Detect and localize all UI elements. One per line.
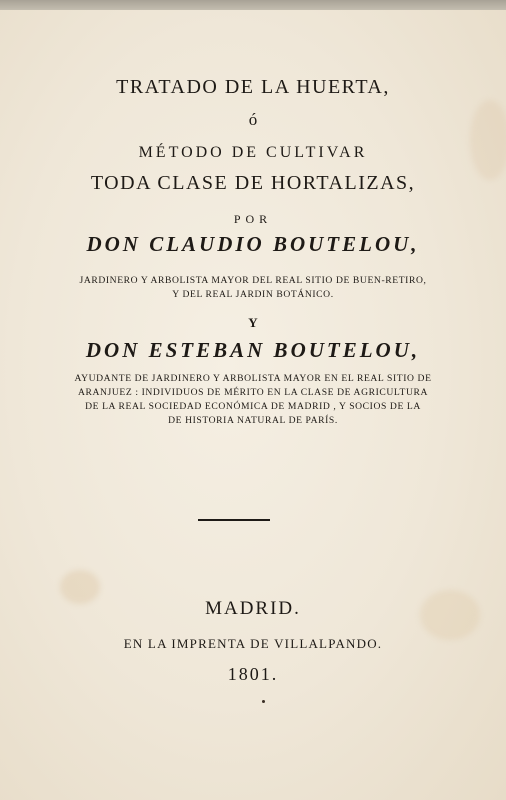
author-1-name: DON CLAUDIO BOUTELOU, [86,232,420,256]
author-2-name: DON ESTEBAN BOUTELOU, [85,338,421,362]
imprint-year: 1801. [227,664,279,684]
by-label: POR [233,212,273,226]
divider-rule [198,519,270,521]
author-2-description: DE LA REAL SOCIEDAD ECONÓMICA DE MADRID , Y SOCIOS DE LA [85,401,421,412]
author-1-description: JARDINERO Y ARBOLISTA MAYOR DEL REAL SITIO DE BUEN-RETIRO, [79,275,427,286]
imprint-place: MADRID. [205,598,301,619]
title-line-3: TODA CLASE DE HORTALIZAS, [90,172,416,194]
author-2-description: ARANJUEZ : INDIVIDUOS DE MÉRITO EN LA CLASE DE AGRICULTURA [77,387,429,398]
imprint-printer: EN LA IMPRENTA DE VILLALPANDO. [123,636,383,651]
title-conjunction: ó [248,110,258,129]
ornament-dot [262,700,265,703]
title-line-1: TRATADO DE LA HUERTA, [116,76,390,98]
authors-conjunction: Y [248,315,258,330]
author-2-description: AYUDANTE DE JARDINERO Y ARBOLISTA MAYOR EN EL REAL SITIO DE [74,373,432,384]
title-line-2: MÉTODO DE CULTIVAR [138,144,368,161]
author-1-description: Y DEL REAL JARDIN BOTÁNICO. [172,289,334,300]
author-2-description: DE HISTORIA NATURAL DE PARÍS. [168,415,338,426]
